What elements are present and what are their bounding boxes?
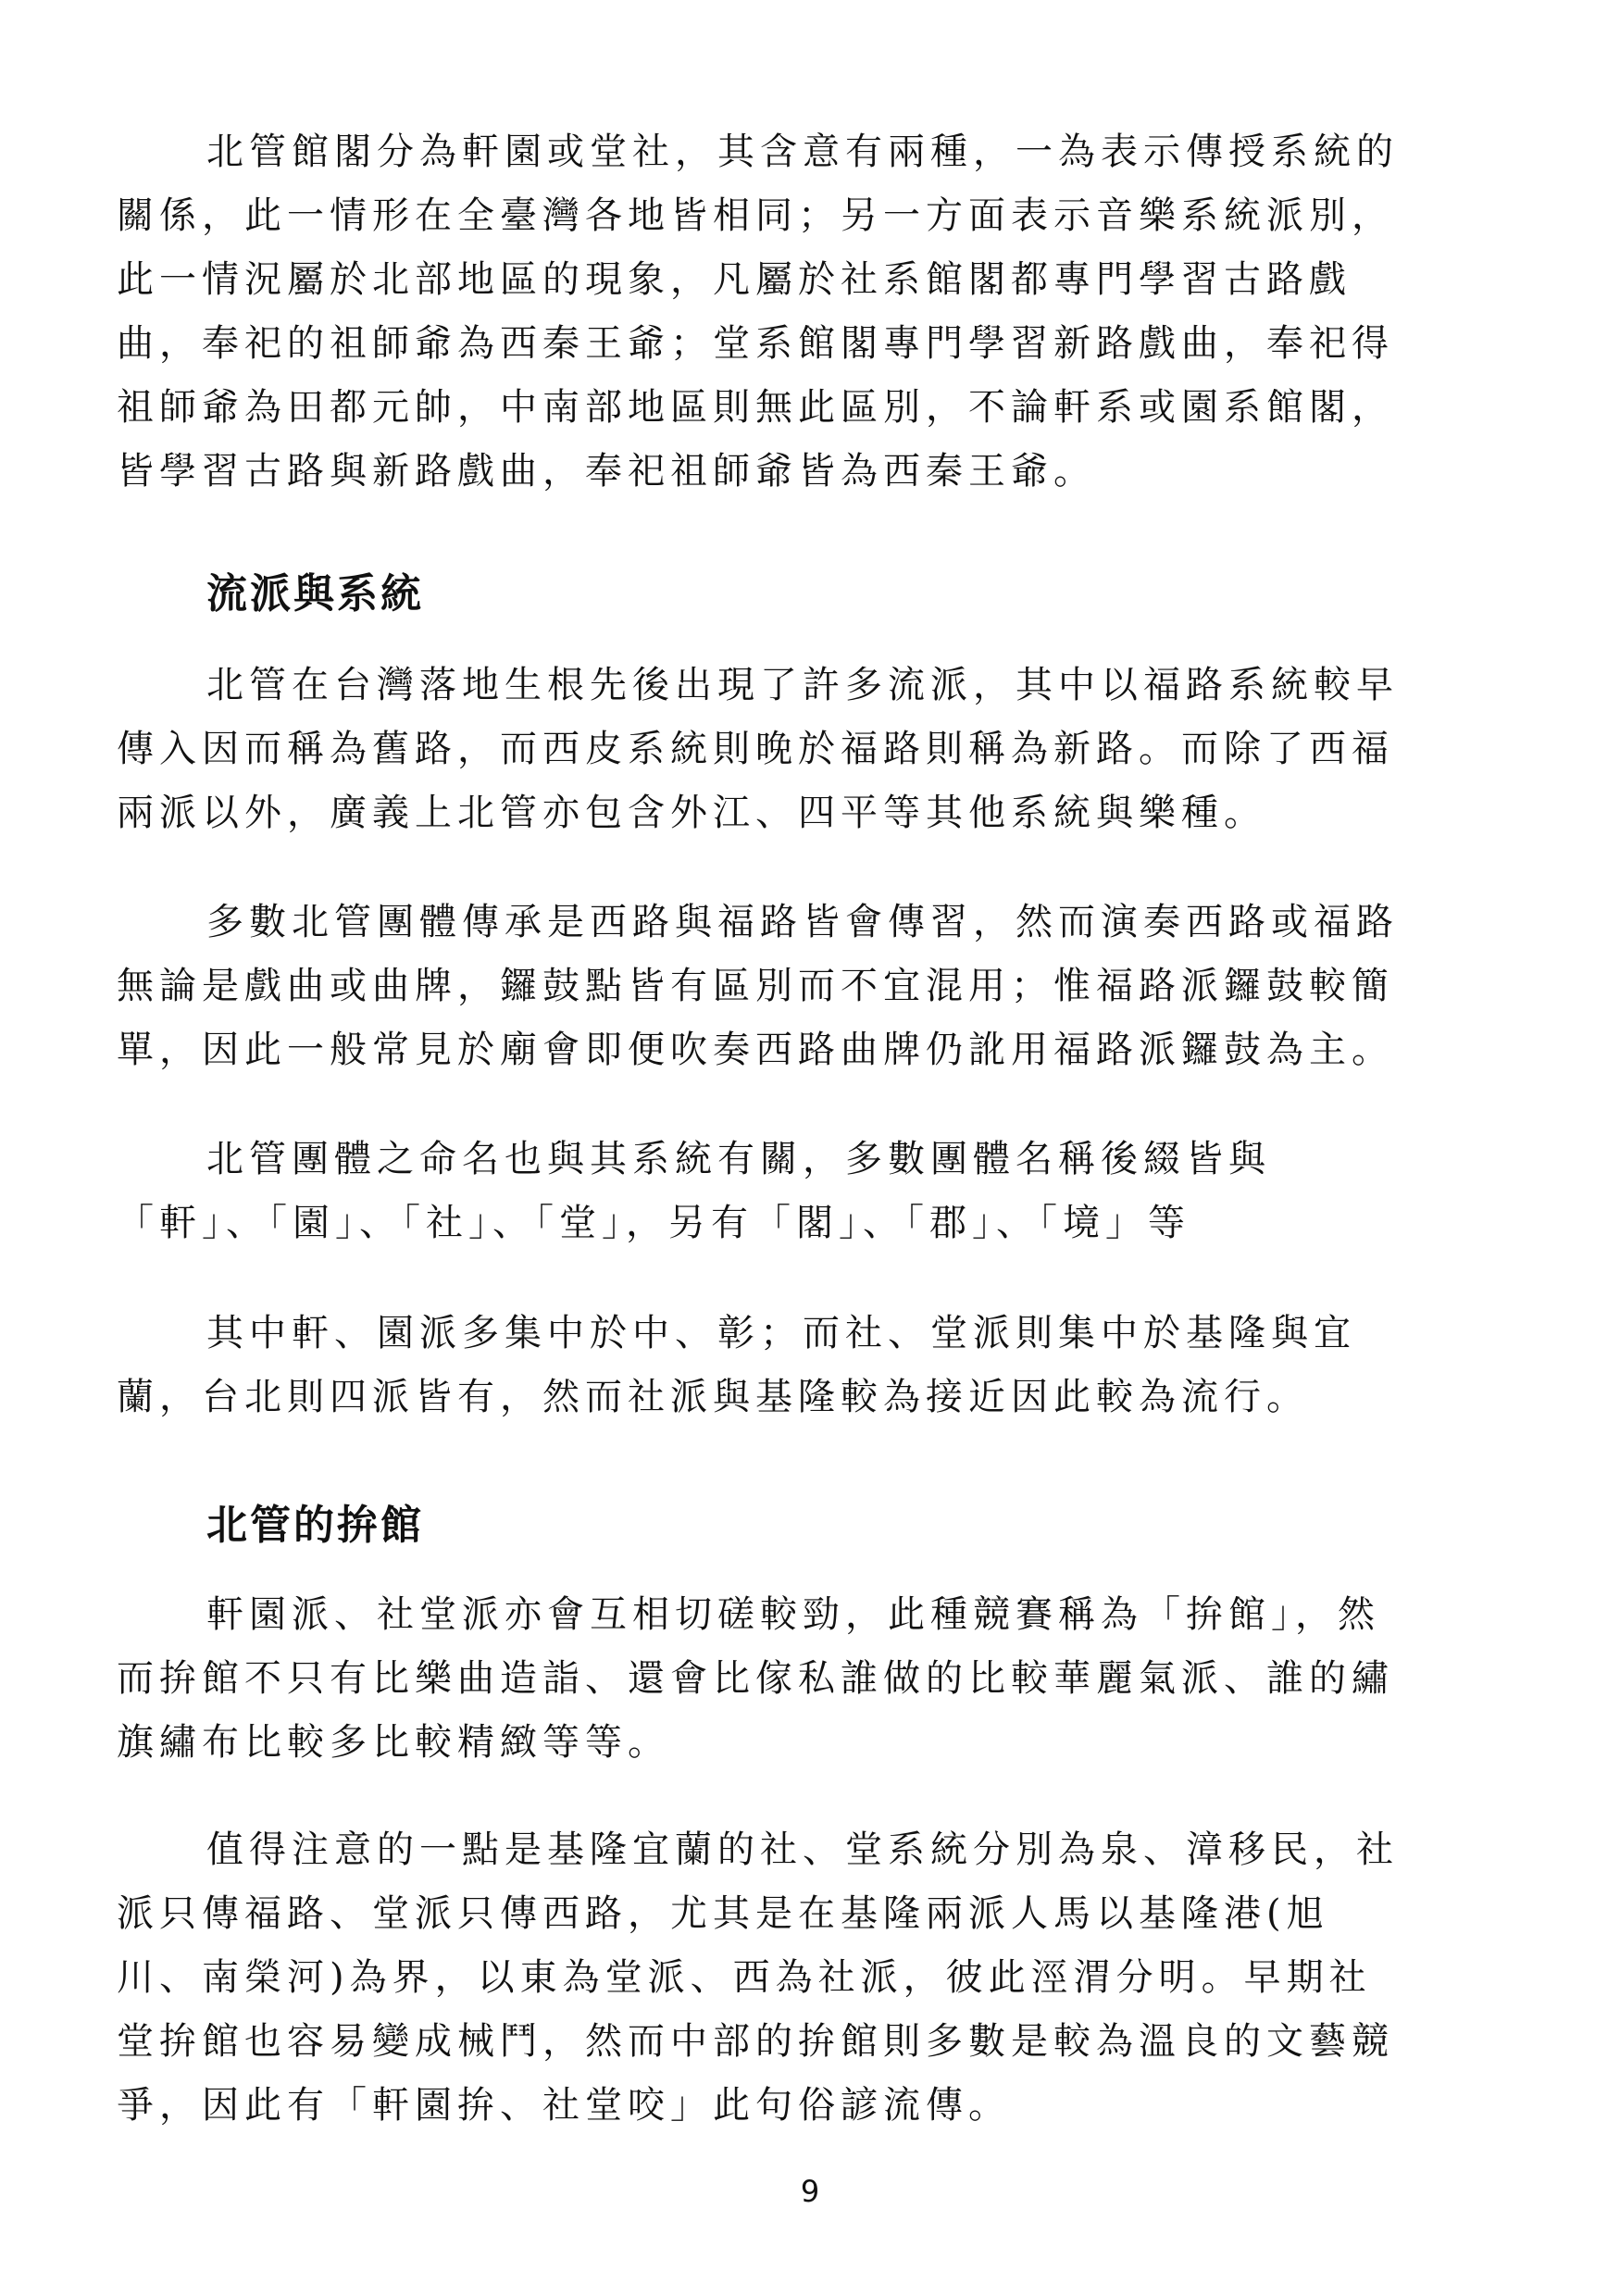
text-line: 「軒」、「園」、「社」、「堂」，另有「閣」、「郡」、「境」等 bbox=[117, 1202, 1190, 1244]
paragraph bbox=[117, 654, 1519, 845]
text-line: 值得注意的一點是基隆宜蘭的社、堂系統分別為泉、漳移民，社 bbox=[206, 1828, 1399, 1871]
text-line: 軒園派、社堂派亦會互相切磋較勁，此種競賽稱為「拚館」，然 bbox=[206, 1593, 1380, 1636]
text-line: 多數北管團體傳承是西路與福路皆會傳習，然而演奏西路或福路 bbox=[206, 901, 1399, 943]
section-heading: 北管的拚館 bbox=[206, 1502, 424, 1549]
text-line: 旗繡布比較多比較精緻等等。 bbox=[117, 1721, 670, 1764]
text-line: 關係，此一情形在全臺灣各地皆相同；另一方面表示音樂系統派別， bbox=[117, 194, 1394, 237]
text-line: 皆學習古路與新路戲曲，奉祀祖師爺皆為西秦王爺。 bbox=[117, 450, 1096, 493]
text-line: 其中軒、園派多集中於中、彰；而社、堂派則集中於基隆與宜 bbox=[206, 1312, 1356, 1354]
text-line: 而拚館不只有比樂曲造詣、還會比傢私誰做的比較華麗氣派、誰的繡 bbox=[117, 1657, 1394, 1700]
text-line: 單，因此一般常見於廟會即便吹奏西路曲牌仍訛用福路派鑼鼓為主。 bbox=[117, 1029, 1394, 1071]
text-line: 無論是戲曲或曲牌，鑼鼓點皆有區別而不宜混用；惟福路派鑼鼓較簡 bbox=[117, 965, 1394, 1007]
text-line: 北管在台灣落地生根先後出現了許多流派，其中以福路系統較早 bbox=[206, 664, 1399, 706]
section-heading: 流派與系統 bbox=[206, 570, 424, 618]
text-line: 曲，奉祀的祖師爺為西秦王爺；堂系館閣專門學習新路戲曲，奉祀得 bbox=[117, 322, 1394, 365]
text-line: 蘭，台北則四派皆有，然而社派與基隆較為接近因此較為流行。 bbox=[117, 1376, 1309, 1418]
text-line: 北管團體之命名也與其系統有關，多數團體名稱後綴皆與 bbox=[206, 1138, 1271, 1180]
text-line: 派只傳福路、堂派只傳西路，尤其是在基隆兩派人馬以基隆港(旭 bbox=[117, 1892, 1329, 1935]
text-line: 兩派以外，廣義上北管亦包含外江、四平等其他系統與樂種。 bbox=[117, 792, 1266, 834]
paragraph bbox=[117, 1302, 1519, 1429]
text-line: 北管館閣分為軒園或堂社，其含意有兩種，一為表示傳授系統的 bbox=[206, 131, 1399, 173]
paragraph bbox=[117, 120, 1519, 504]
paragraph bbox=[117, 891, 1519, 1082]
paragraph bbox=[117, 1818, 1519, 2138]
text-line: 爭，因此有「軒園拚、社堂咬」此句俗諺流傳。 bbox=[117, 2084, 1011, 2127]
text-line: 堂拚館也容易變成械鬥，然而中部的拚館則多數是較為溫良的文藝競 bbox=[117, 2020, 1394, 2063]
text-line: 傳入因而稱為舊路，而西皮系統則晚於福路則稱為新路。而除了西福 bbox=[117, 728, 1394, 770]
text-line: 祖師爺為田都元帥，中南部地區則無此區別，不論軒系或園系館閣， bbox=[117, 386, 1394, 429]
text-line: 此一情況屬於北部地區的現象，凡屬於社系館閣都專門學習古路戲 bbox=[117, 258, 1352, 301]
paragraph bbox=[117, 1128, 1519, 1255]
paragraph bbox=[117, 1583, 1519, 1775]
text-line: 川、南榮河)為界，以東為堂派、西為社派，彼此涇渭分明。早期社 bbox=[117, 1956, 1372, 1999]
page-number: 9 bbox=[800, 2174, 820, 2209]
